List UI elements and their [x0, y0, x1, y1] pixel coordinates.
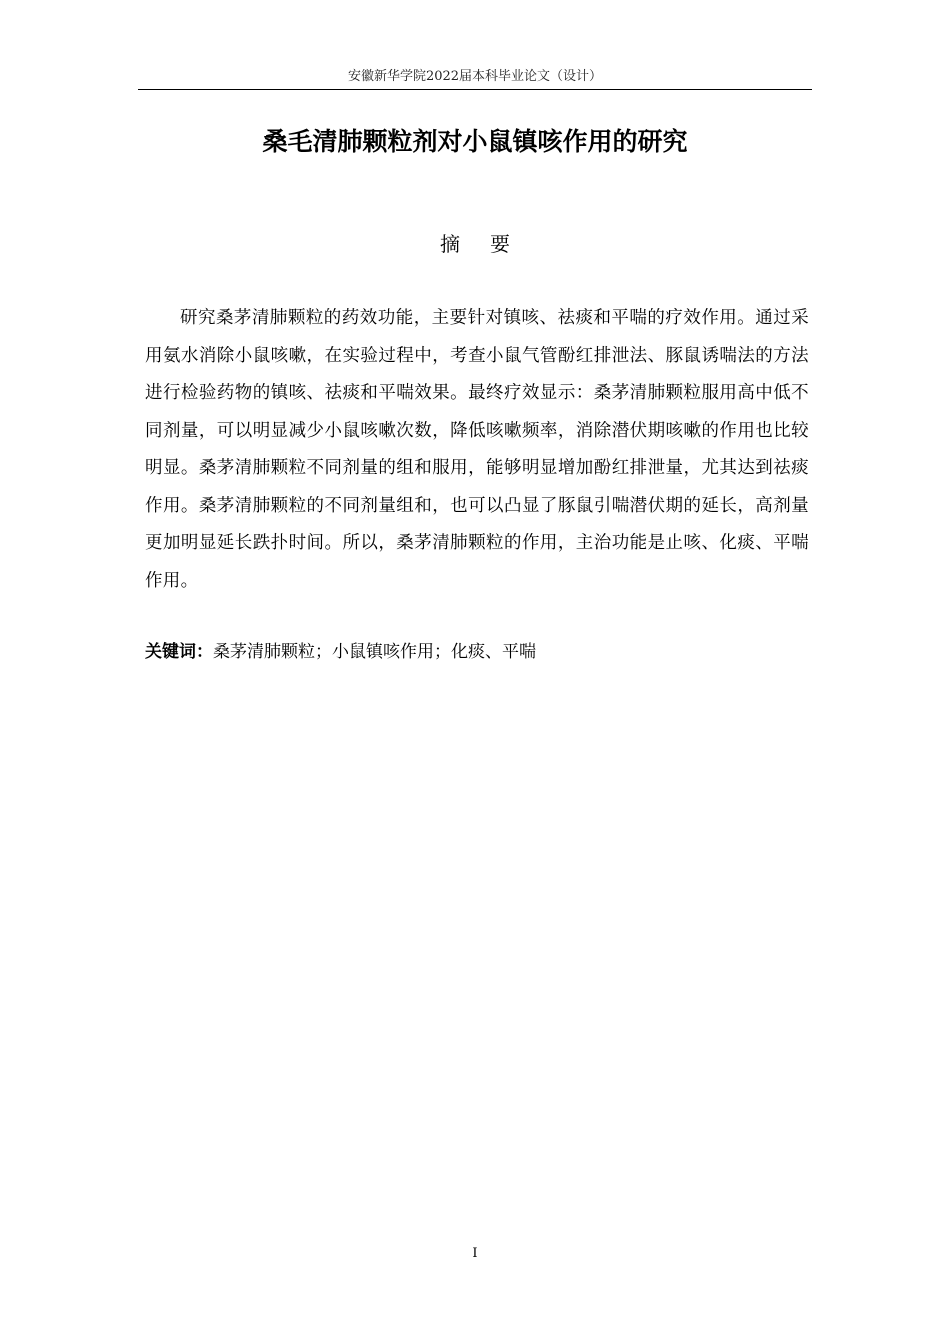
- keywords-line: [145, 637, 809, 667]
- page-header: 安徽新华学院2022届本科毕业论文（设计）: [138, 68, 812, 90]
- abstract-body: 研究桑茅清肺颗粒的药效功能，主要针对镇咳、祛痰和平喘的疗效作用。通过采用氨水消除小鼠咳嗽，在实验过程中，考查小鼠气管酚红排泄法、豚鼠诱喘法的方法进行检验药物的镇咳、祛痰和平喘效果。最终疗效显示：桑茅清肺颗粒服用高中低不同剂量，可以明显减少小鼠咳嗽次数，降低咳嗽频率，消除潜伏期咳嗽的作用也比较明显。桑茅清肺颗粒不同剂量的组和服用，能够明显增加酚红排泄量，尤其达到祛痰作用。桑茅清肺颗粒的不同剂量组和，也可以凸显了豚鼠引喘潜伏期的延长，高剂量更加明显延长跌扑时间。所以，桑茅清肺颗粒的作用，主治功能是止咳、化痰、平喘作用。: [145, 308, 809, 591]
- keywords-label: 关键词：: [145, 642, 213, 662]
- paper-title: 桑毛清肺颗粒剂对小鼠镇咳作用的研究: [262, 127, 688, 156]
- abstract-heading: 摘要: [440, 232, 540, 256]
- page-number: I: [472, 1246, 478, 1261]
- keywords-value: 桑茅清肺颗粒；小鼠镇咳作用；化痰、平喘: [213, 642, 536, 662]
